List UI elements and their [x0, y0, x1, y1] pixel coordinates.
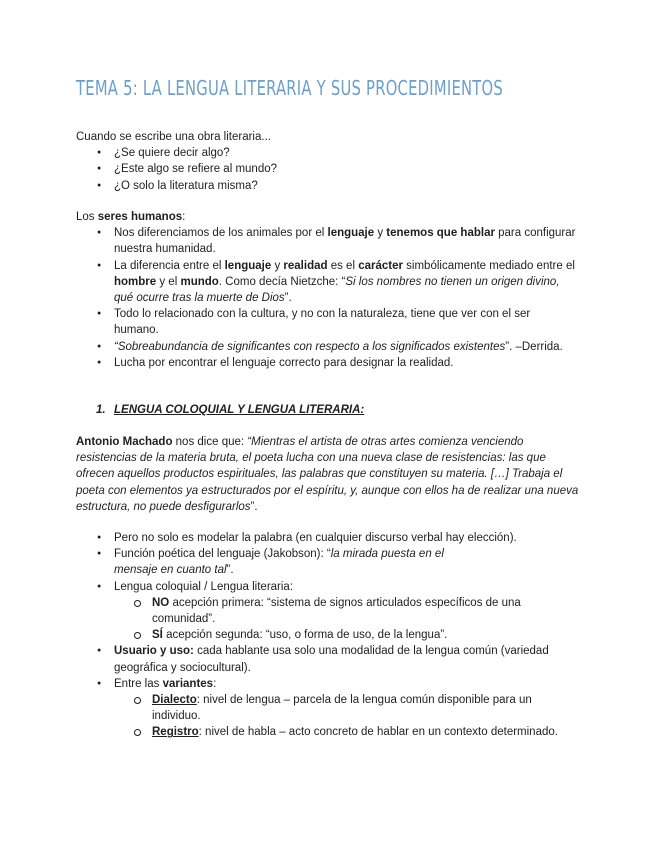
- list-item: ● Entre las variantes: Dialecto: nivel de lengua – parcela de la lengua común disponible para un individuo. Registro: nivel de habla – acto concreto de hablar en un contexto determinado.: [76, 676, 576, 741]
- section-heading: 1. LENGUA COLOQUIAL Y LENGUA LITERARIA:: [96, 404, 365, 416]
- intro-lead: Cuando se escribe una obra literaria...: [76, 131, 271, 143]
- list-item: ● Pero no solo es modelar la palabra (en cualquier discurso verbal hay elección).: [76, 530, 576, 546]
- list-item: ● Todo lo relacionado con la cultura, y no con la naturaleza, tiene que ver con el ser humano.: [76, 306, 576, 338]
- sub-list-item: SÍ acepción segunda: “uso, o forma de uso, de la lengua”.: [76, 627, 576, 643]
- points-section: [76, 530, 576, 741]
- intro-section: [76, 129, 576, 194]
- intro-questions: [76, 145, 576, 194]
- page-title: TEMA 5: LA LENGUA LITERARIA Y SUS PROCEDIMIENTOS: [76, 76, 504, 100]
- machado-quote: Antonio Machado nos dice que: “Mientras el artista de otras artes comienza venciendo resistencias de la materia bruta, el poeta lucha con una nueva clase de resistencias: las que ofrecen aquellos productos espirituales, las palabras que constituyen su materia. […] Trabaja el poeta con elementos ya estructurados por el espíritu, y, aunque con ellos ha de realizar una nueva estructura, no puede desfigurarlos”.: [76, 436, 579, 513]
- sublist: [76, 692, 576, 741]
- list-item: ● ¿Se quiere decir algo?: [76, 145, 576, 161]
- sub-list-item: Registro: nivel de habla – acto concreto de hablar en un contexto determinado.: [76, 724, 576, 740]
- list-item: ● La diferencia entre el lenguaje y realidad es el carácter simbólicamente mediado entre el hombre y el mundo. Como decía Nietzche: “Si los nombres no tienen un origen divino, qué ocurre tras la muerte de Dios”.: [76, 258, 576, 307]
- sublist: [76, 595, 576, 644]
- sub-list-item: Dialecto: nivel de lengua – parcela de la lengua común disponible para un individuo.: [76, 692, 576, 724]
- seres-list: [76, 225, 576, 371]
- seres-lead: Los seres humanos:: [76, 211, 186, 223]
- list-item: ● Lengua coloquial / Lengua literaria: NO acepción primera: “sistema de signos articulados específicos de una comunidad”. SÍ acepción segunda: “uso, o forma de uso, de la lengua”.: [76, 579, 576, 644]
- points-list: [76, 530, 576, 741]
- list-item: ● Usuario y uso: cada hablante usa solo una modalidad de la lengua común (variedad geográfica y sociocultural).: [76, 643, 576, 675]
- seres-section: [76, 209, 576, 371]
- sub-list-item: NO acepción primera: “sistema de signos articulados específicos de una comunidad”.: [76, 595, 576, 627]
- list-item: ● ¿Este algo se refiere al mundo?: [76, 161, 576, 177]
- list-item: ● ¿O solo la literatura misma?: [76, 178, 576, 194]
- list-item: ● Función poética del lenguaje (Jakobson): “la mirada puesta en el mensaje en cuanto tal”.: [76, 546, 576, 578]
- list-item: ● Nos diferenciamos de los animales por el lenguaje y tenemos que hablar para configurar nuestra humanidad.: [76, 225, 576, 257]
- list-item: ● “Sobreabundancia de significantes con respecto a los significados existentes”. –Derrida.: [76, 339, 576, 355]
- list-item: ● Lucha por encontrar el lenguaje correcto para designar la realidad.: [76, 355, 576, 371]
